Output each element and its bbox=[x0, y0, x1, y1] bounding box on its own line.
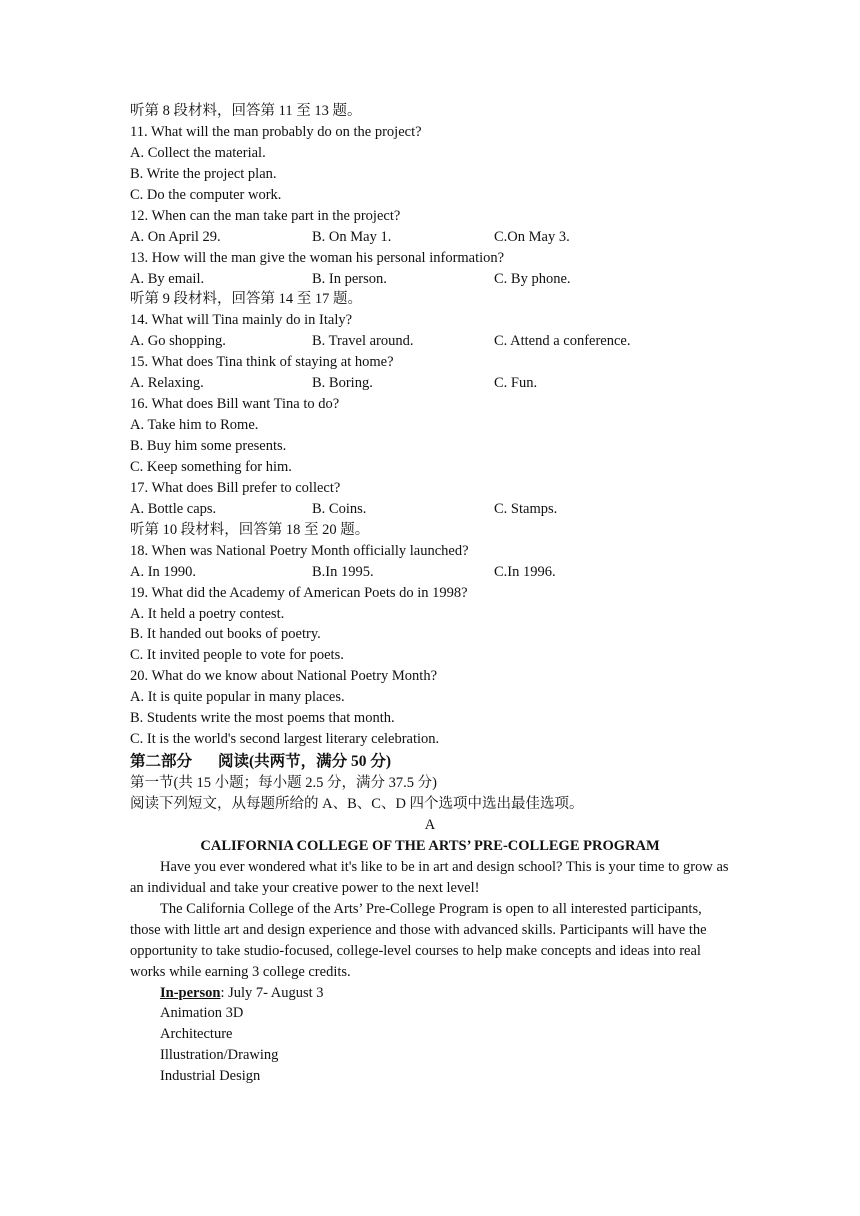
inperson-dates: : July 7- August 3 bbox=[220, 984, 324, 1001]
answer-option: A. Collect the material. bbox=[130, 144, 266, 161]
reading-instruction: 阅读下列短文，从每题所给的 A、B、C、D 四个选项中选出最佳选项。 bbox=[130, 796, 584, 812]
answer-option: B. Boring. bbox=[312, 375, 373, 392]
passage-title: CALIFORNIA COLLEGE OF THE ARTS’ PRE-COLLEGE PROGRAM bbox=[200, 837, 660, 854]
options-row bbox=[130, 269, 730, 290]
listening-section bbox=[130, 101, 730, 750]
answer-option: B. It handed out books of poetry. bbox=[130, 626, 321, 643]
answer-option: C.In 1996. bbox=[494, 563, 556, 580]
answer-option: B. Write the project plan. bbox=[130, 165, 277, 182]
passage-paragraph-1: Have you ever wondered what it's like to be in art and design school? This is your time to grow as an individual and take your creative power to the next level! bbox=[130, 858, 729, 896]
inperson-label: In-person bbox=[160, 984, 221, 1001]
subsection-heading: 第一节(共 15 小题；每小题 2.5 分，满分 37.5 分) bbox=[130, 775, 437, 792]
answer-option: A. Go shopping. bbox=[130, 333, 226, 350]
answer-option: C.On May 3. bbox=[494, 228, 570, 245]
options-row bbox=[130, 373, 730, 394]
answer-option: A. It held a poetry contest. bbox=[130, 605, 285, 622]
options-row bbox=[130, 499, 730, 520]
answer-option: C. Attend a conference. bbox=[494, 333, 631, 350]
answer-option: C. Fun. bbox=[494, 375, 538, 392]
answer-option: A. By email. bbox=[130, 270, 205, 287]
answer-option: C. Stamps. bbox=[494, 500, 558, 517]
question-stem: 19. What did the Academy of American Poets do in 1998? bbox=[130, 584, 468, 601]
passage-paragraph-2: The California College of the Arts’ Pre-College Program is open to all interested participants, those with little art and design experience and those with advanced skills. Participants will have the opportunity to take studio-focused, college-level courses to help make concepts and ideas into real works while earning 3 college credits. bbox=[130, 900, 707, 980]
question-stem: 18. When was National Poetry Month officially launched? bbox=[130, 542, 469, 559]
answer-option: C. By phone. bbox=[494, 270, 571, 287]
options-row bbox=[130, 227, 730, 248]
listening-instruction: 听第 9 段材料，回答第 14 至 17 题。 bbox=[130, 291, 362, 308]
answer-option: C. Do the computer work. bbox=[130, 186, 282, 203]
listening-instruction: 听第 10 段材料，回答第 18 至 20 题。 bbox=[130, 521, 370, 538]
answer-option: C. Keep something for him. bbox=[130, 458, 292, 475]
answer-option: A. It is quite popular in many places. bbox=[130, 689, 345, 706]
question-stem: 11. What will the man probably do on the project? bbox=[130, 123, 422, 140]
answer-option: B. Buy him some presents. bbox=[130, 438, 287, 454]
listening-instruction: 听第 8 段材料，回答第 11 至 13 题。 bbox=[130, 103, 362, 119]
answer-option: A. On April 29. bbox=[130, 228, 221, 245]
exam-page bbox=[130, 101, 730, 1087]
question-stem: 16. What does Bill want Tina to do? bbox=[130, 396, 340, 413]
answer-option: A. In 1990. bbox=[130, 563, 197, 580]
inperson-line bbox=[130, 983, 730, 1004]
answer-option: B. Students write the most poems that month. bbox=[130, 710, 395, 727]
answer-option: B. On May 1. bbox=[312, 228, 392, 245]
answer-option: A. Relaxing. bbox=[130, 375, 204, 392]
answer-option: B. In person. bbox=[312, 270, 387, 287]
answer-option: A. Bottle caps. bbox=[130, 500, 217, 517]
answer-option: B. Coins. bbox=[312, 500, 367, 517]
course-item: Industrial Design bbox=[160, 1068, 261, 1085]
answer-option: C. It invited people to vote for poets. bbox=[130, 647, 344, 664]
part-two-label: 第二部分 bbox=[130, 753, 193, 771]
question-stem: 12. When can the man take part in the project? bbox=[130, 207, 401, 224]
answer-option: C. It is the world's second largest literary celebration. bbox=[130, 731, 440, 748]
answer-option: B.In 1995. bbox=[312, 563, 374, 580]
question-stem: 17. What does Bill prefer to collect? bbox=[130, 479, 341, 496]
options-row bbox=[130, 562, 730, 583]
answer-option: B. Travel around. bbox=[312, 333, 414, 350]
course-item: Illustration/Drawing bbox=[160, 1047, 279, 1064]
passage-letter: A bbox=[424, 816, 436, 833]
options-row bbox=[130, 331, 730, 352]
part-two-title: 阅读(共两节，满分 50 分) bbox=[218, 753, 392, 771]
question-stem: 13. How will the man give the woman his personal information? bbox=[130, 249, 505, 266]
question-stem: 20. What do we know about National Poetry Month? bbox=[130, 668, 437, 685]
course-item: Architecture bbox=[160, 1026, 233, 1043]
course-item: Animation 3D bbox=[160, 1005, 244, 1022]
part-two-heading bbox=[130, 751, 730, 773]
answer-option: A. Take him to Rome. bbox=[130, 417, 259, 434]
question-stem: 14. What will Tina mainly do in Italy? bbox=[130, 312, 353, 329]
question-stem: 15. What does Tina think of staying at home? bbox=[130, 354, 394, 371]
